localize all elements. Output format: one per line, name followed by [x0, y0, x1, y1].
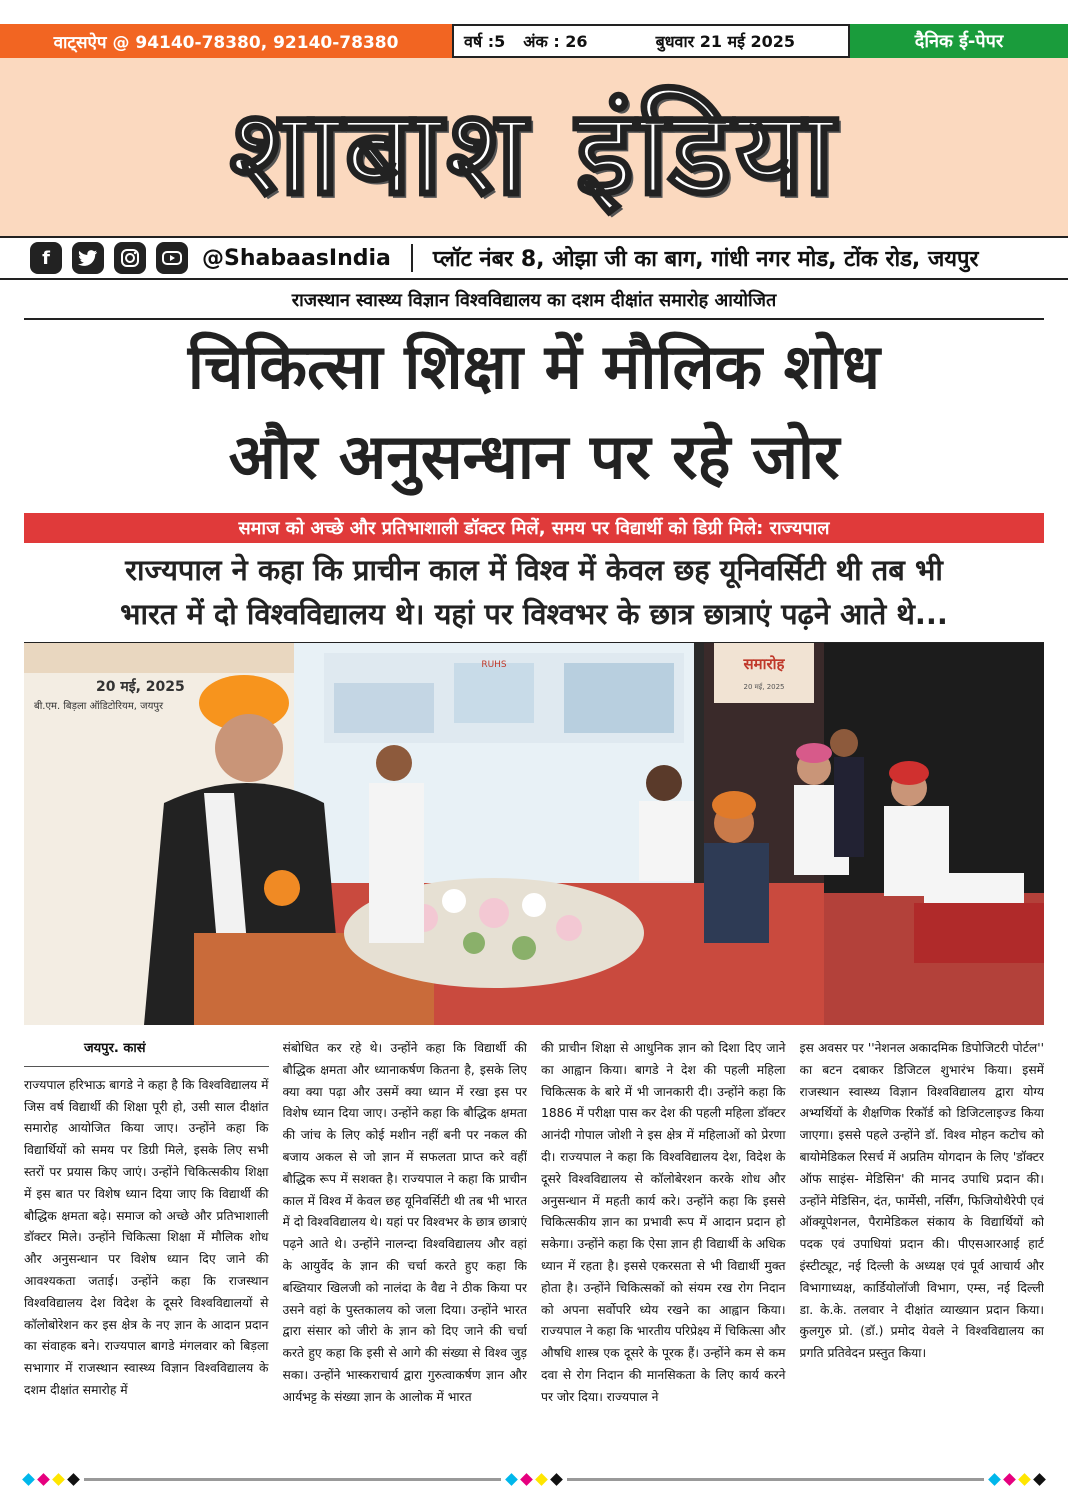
black-diamond-icon: [550, 1473, 563, 1486]
headline-line-2: और अनुसन्धान पर रहे जोर: [228, 420, 840, 493]
event-photo-illustration: [24, 643, 1044, 1025]
facebook-icon[interactable]: f: [30, 242, 62, 274]
article-subhead: समाज को अच्छे और प्रतिभाशाली डॉक्टर मिलें, समय पर विद्यार्थी को डिग्री मिले: राज्यपाल: [24, 513, 1044, 543]
article-headline: [24, 322, 1044, 502]
masthead: [0, 58, 1068, 236]
magenta-diamond-icon: [37, 1473, 50, 1486]
year-label: वर्ष :5: [464, 32, 506, 51]
column-3-text: की प्राचीन शिक्षा से आधुनिक ज्ञान को दिशा दिए जाने का आह्वान किया। बागडे ने देश की पहली महिला चिकित्सक के बारे में भी जानकारी दी। उन्होंने कहा कि 1886 में परीक्षा पास कर देश की पहली महिला डॉक्टर आनंदी गोपाल जोशी ने इस क्षेत्र में महिलाओं को प्रेरणा दी। राज्यपाल ने कहा कि विश्वविद्यालय देश, विदेश के दूसरे विश्वविद्यालय से कॉलोबेरशन करके शोध और अनुसन्धान में महती कार्य करे। उन्होंने कहा कि इससे चिकित्सकीय ज्ञान का प्रभावी रूप में आदान प्रदान हो सकेगा। उन्होंने कहा कि ऐसा ज्ञान ही विद्यार्थी के अधिक ध्यान में रहता है। इससे एकरसता से भी विद्यार्थी मुक्त होता है। उन्होंने चिकित्सकों को संयम रख रोग निदान को अपना सर्वोपरि ध्येय रखने का आह्वान किया। राज्यपाल ने कहा कि भारतीय परिप्रेक्ष्य में चिकित्सा और औषधि शास्त्र एक दूसरे के पूरक हैं। उन्होंने कम से कम दवा से रोग निदान की मानसिकता के लिए कार्य करने पर जोर दिया। राज्यपाल ने: [541, 1041, 786, 1404]
banner-right-date: 20 मई, 2025: [743, 683, 785, 691]
whatsapp-contact: वाट्सऐप @ 94140-78380, 92140-78380: [0, 24, 452, 58]
banner-venue: बी.एम. बिड़ला ऑडिटोरियम, जयपुर: [34, 701, 164, 712]
column-1: [24, 1038, 269, 1468]
issue-info: [452, 24, 850, 58]
magenta-diamond-icon: [1003, 1473, 1016, 1486]
event-photo: [24, 643, 1044, 1025]
issue-label: अंक : 26: [523, 32, 588, 51]
edition-label: दैनिक ई-पेपर: [850, 24, 1068, 58]
footer-rule: [567, 1478, 984, 1481]
instagram-icon[interactable]: [114, 242, 146, 274]
deck-line-1: राज्यपाल ने कहा कि प्राचीन काल में विश्व में केवल छह यूनिवर्सिटी थी तब भी: [125, 553, 943, 587]
cyan-diamond-icon: [22, 1473, 35, 1486]
cyan-diamond-icon: [988, 1473, 1001, 1486]
social-handle[interactable]: @ShabaasIndia: [202, 245, 391, 271]
youtube-icon[interactable]: [156, 242, 188, 274]
byline: जयपुर. कासं: [24, 1038, 269, 1067]
deck-line-2: भारत में दो विश्वविद्यालय थे। यहां पर विश्वभर के छात्र छात्राएं पढ़ने आते थे...: [120, 597, 948, 631]
footer-rule: [84, 1478, 501, 1481]
black-diamond-icon: [1033, 1473, 1046, 1486]
footer-ornament: [24, 1474, 1044, 1484]
twitter-icon[interactable]: [72, 242, 104, 274]
column-3: [541, 1038, 786, 1468]
column-2-text: संबोधित कर रहे थे। उन्होंने कहा कि विद्यार्थी की बौद्धिक क्षमता और ध्यानाकर्षण कितना है, इसके लिए क्या क्या पढ़ा और उसमें क्या ध्यान में रखा इस पर विशेष ध्यान दिया जाए। उन्होंने कहा कि बौद्धिक क्षमता की जांच के लिए कोई मशीन नहीं बनी पर नकल की बजाय अकल से जो ज्ञान में सफलता प्राप्त करे वहीं बौद्धिक रूप में सशक्त है। राज्यपाल ने कहा कि प्राचीन काल में विश्व में केवल छह यूनिवर्सिटी थी तब भी भारत में दो विश्वविद्यालय थे। यहां पर विश्वभर के छात्र छात्राएं पढ़ने आते थे। उन्होंने नालन्दा विश्वविद्यालय और वहां के आयुर्वेद के ज्ञान की चर्चा करते हुए कहा कि बख्तियार खिलजी को नालंदा के वैद्य ने ठीक किया पर उसने वहां के पुस्तकालय को जला दिया। उन्होंने भारत द्वारा संसार को जीरो के ज्ञान को दिए जाने की चर्चा करते हुए कहा कि इसी से आगे की संख्या से विश्व जुड़ सका। उन्होंने भास्कराचार्य द्वारा गुरुत्वाकर्षण ज्ञान और आर्यभट्ट के संख्या ज्ञान के आलोक में भारत: [282, 1041, 527, 1404]
yellow-diamond-icon: [535, 1473, 548, 1486]
date-label: बुधवार 21 मई 2025: [655, 32, 796, 51]
black-diamond-icon: [67, 1473, 80, 1486]
magenta-diamond-icon: [520, 1473, 533, 1486]
article-deck: [24, 548, 1044, 644]
banner-right-label: समारोह: [743, 655, 785, 673]
banner-date: 20 मई, 2025: [96, 679, 185, 695]
top-info-bar: [0, 24, 1068, 58]
article-kicker: राजस्थान स्वास्थ्य विज्ञान विश्वविद्यालय का दशम दीक्षांत समारोह आयोजित: [24, 288, 1044, 320]
office-address: प्लॉट नंबर 8, ओझा जी का बाग, गांधी नगर मोड, टोंक रोड, जयपुर: [432, 247, 979, 272]
column-4: [800, 1038, 1045, 1468]
column-1-text: राज्यपाल हरिभाऊ बागडे ने कहा है कि विश्वविद्यालय में जिस वर्ष विद्यार्थी की शिक्षा पूरी हो, उसी साल दीक्षांत समारोह आयोजित किया जाए। उन्होंने कहा कि विद्यार्थियों को समय पर डिग्री मिले, इसके लिए सभी स्तरों पर प्रयास किए जाएं। उन्होंने चिकित्सकीय शिक्षा में इस बात पर विशेष ध्यान दिया जाए कि विद्यार्थी की बौद्धिक क्षमता बढ़े। समाज को अच्छे और प्रतिभाशाली डॉक्टर मिले। उन्होंने चिकित्सा शिक्षा में मौलिक शोध और अनुसन्धान पर विशेष ध्यान दिए जाने की आवश्यकता जताई। उन्होंने कहा कि राजस्थान विश्वविद्यालय देश विदेश के दूसरे विश्वविद्यालयों से कॉलोबोरेशन कर इस क्षेत्र के नए ज्ञान के आदान प्रदान का संवाहक बने। राज्यपाल बागडे मंगलवार को बिड़ला सभागार में राजस्थान स्वास्थ्य विज्ञान विश्वविद्यालय के दशम दीक्षांत समारोह में: [24, 1077, 269, 1397]
column-2: [283, 1038, 528, 1468]
cyan-diamond-icon: [505, 1473, 518, 1486]
divider: [411, 244, 413, 272]
yellow-diamond-icon: [52, 1473, 65, 1486]
social-strip: [0, 236, 1068, 280]
building-label: RUHS: [481, 660, 507, 670]
headline-line-1: चिकित्सा शिक्षा में मौलिक शोध: [187, 330, 881, 403]
yellow-diamond-icon: [1018, 1473, 1031, 1486]
article-body: [24, 1038, 1044, 1468]
newspaper-title: शाबाश इंडिया: [229, 82, 839, 221]
column-4-text: इस अवसर पर ''नेशनल अकादमिक डिपोजिटरी पोर्टल'' का बटन दबाकर डिजिटल शुभारंभ किया। इसमें राजस्थान स्वास्थ्य विज्ञान विश्वविद्यालय द्वारा योग्य अभ्यर्थियों के शैक्षणिक रिकॉर्ड को डिजिटलाइज्ड किया जाएगा। इससे पहले उन्होंने डॉ. विश्व मोहन कटोच को बायोमेडिकल रिसर्च में अप्रतिम योगदान के लिए 'डॉक्टर ऑफ साइंस- मेडिसिन' की मानद उपाधि प्रदान की। उन्होंने मेडिसिन, दंत, फार्मेसी, नर्सिंग, फिजियोथैरेपी एवं ऑक्यूपेशनल, पैरामेडिकल संकाय के विद्यार्थियों को पदक एवं उपाधियां प्रदान की। पीएसआरआई हार्ट इंस्टीट्यूट, नई दिल्ली के अध्यक्ष एवं पूर्व आचार्य और विभागाध्यक्ष, कार्डियोलॉजी विभाग, एम्स, नई दिल्ली डा. के.के. तलवार ने दीक्षांत व्याख्यान प्रदान किया। कुलगुरु प्रो. (डॉ.) प्रमोद येवले ने विश्वविद्यालय का प्रगति प्रतिवेदन प्रस्तुत किया।: [799, 1041, 1044, 1361]
